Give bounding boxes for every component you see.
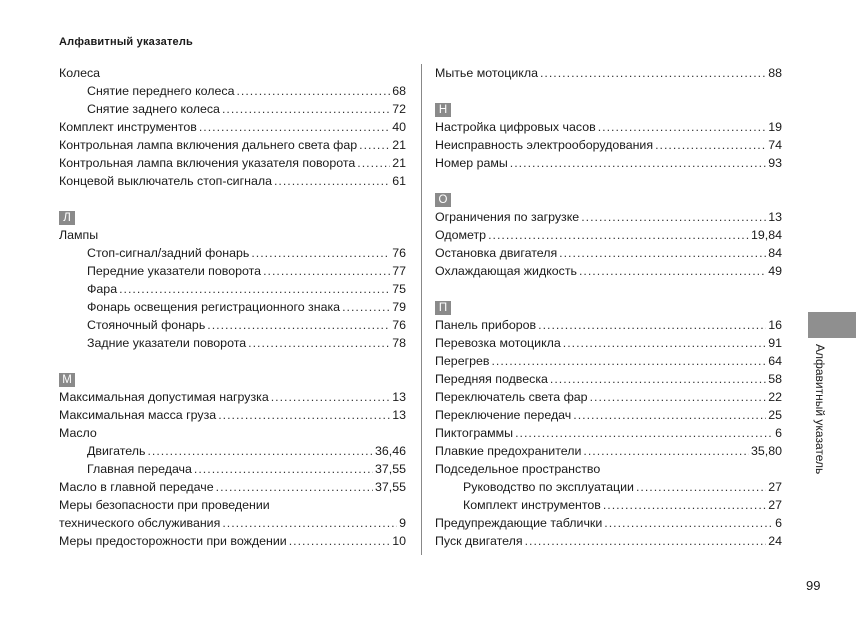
letter-heading [435,190,782,208]
entry-term: Одометр [435,228,487,242]
entry-term: Задние указатели поворота [87,336,247,350]
entry-term: Двигатель [87,444,146,458]
index-entry [435,136,782,154]
entry-page-ref: 21 [392,156,406,170]
entry-term: Перевозка мотоцикла [435,336,561,350]
entry-term: Переключатель света фар [435,390,588,404]
dot-leader [119,280,390,298]
dot-leader [274,172,390,190]
entry-page-ref: 6 [775,426,782,440]
dot-leader [579,262,766,280]
index-subentry [59,298,406,316]
index-subentry [435,478,782,496]
entry-term: Меры безопасности при проведении [59,498,270,512]
index-entry [435,406,782,424]
dot-leader [263,262,390,280]
entry-term: Перегрев [435,354,490,368]
letter-heading-box: О [435,193,451,207]
dot-leader [147,442,373,460]
entry-page-ref: 84 [768,246,782,260]
letter-heading-box: М [59,373,75,387]
dot-leader [598,118,766,136]
index-subentry [59,334,406,352]
letter-heading-box: Л [59,211,75,225]
index-entry [435,262,782,280]
dot-leader [359,136,390,154]
entry-page-ref: 10 [392,534,406,548]
index-entry [59,172,406,190]
entry-page-ref: 6 [775,516,782,530]
index-entry [435,352,782,370]
dot-leader [603,496,766,514]
dot-leader [222,100,390,118]
dot-leader [538,316,766,334]
index-entry [435,316,782,334]
entry-term: Пиктограммы [435,426,514,440]
dot-leader [216,478,373,496]
dot-leader [207,316,390,334]
entry-term: Фара [87,282,118,296]
dot-leader [550,370,766,388]
index-entry [435,514,782,532]
entry-page-ref: 13 [768,210,782,224]
entry-page-ref: 9 [399,516,406,530]
section-spacer [435,280,782,298]
letter-heading [435,298,782,316]
entry-term: Предупреждающие таблички [435,516,603,530]
letter-heading [435,100,782,118]
index-entry [59,478,406,496]
entry-term: Концевой выключатель стоп-сигнала [59,174,272,188]
entry-term: Снятие переднего колеса [87,84,235,98]
entry-page-ref: 72 [392,102,406,116]
section-tab-marker [808,312,856,338]
dot-leader [581,208,766,226]
entry-term: Настройка цифровых часов [435,120,596,134]
index-entry [435,208,782,226]
index-entry [59,136,406,154]
index-entry [435,334,782,352]
index-subentry [59,460,406,478]
index-subentry [59,82,406,100]
letter-heading [59,208,406,226]
section-spacer [59,190,406,208]
section-spacer [435,172,782,190]
entry-term: Мытье мотоцикла [435,66,538,80]
index-subentry [435,496,782,514]
dot-leader [248,334,390,352]
index-entry [435,442,782,460]
dot-leader [289,532,390,550]
entry-term: Передние указатели поворота [87,264,262,278]
entry-page-ref: 36,46 [374,444,406,458]
index-subentry [59,442,406,460]
page-number: 99 [806,578,821,593]
index-entry [435,424,782,442]
index-column-right [435,64,782,550]
entry-page-ref: 49 [768,264,782,278]
index-subentry [59,316,406,334]
entry-page-ref: 37,55 [374,462,406,476]
index-subentry [59,262,406,280]
entry-term: Стояночный фонарь [87,318,206,332]
dot-leader [563,334,766,352]
entry-term: Переключение передач [435,408,572,422]
entry-page-ref: 61 [392,174,406,188]
dot-leader [573,406,766,424]
entry-term: Номер рамы [435,156,508,170]
entry-term: Неисправность электрооборудования [435,138,654,152]
index-entry [435,460,782,478]
index-subentry [59,244,406,262]
dot-leader [540,64,766,82]
entry-page-ref: 76 [392,318,406,332]
entry-term: Масло в главной передаче [59,480,214,494]
entry-page-ref: 88 [768,66,782,80]
dot-leader [194,460,373,478]
entry-term: Фонарь освещения регистрационного знака [87,300,341,314]
index-subentry [59,280,406,298]
entry-term: Остановка двигателя [435,246,558,260]
index-entry [59,64,406,82]
entry-term: Колеса [59,66,101,80]
entry-page-ref: 27 [768,480,782,494]
entry-term: Масло [59,426,97,440]
section-spacer [59,352,406,370]
dot-leader [515,424,773,442]
entry-term: Меры предосторожности при вождении [59,534,287,548]
index-entry [59,514,406,532]
entry-page-ref: 24 [768,534,782,548]
dot-leader [222,514,397,532]
index-entry [59,226,406,244]
dot-leader [218,406,390,424]
entry-term: Плавкие предохранители [435,444,582,458]
entry-page-ref: 75 [392,282,406,296]
entry-term: Лампы [59,228,99,242]
dot-leader [583,442,749,460]
letter-heading [59,370,406,388]
index-entry [59,406,406,424]
entry-page-ref: 78 [392,336,406,350]
entry-term: Руководство по эксплуатации [463,480,634,494]
letter-heading-box: Н [435,103,451,117]
index-entry [59,532,406,550]
index-entry [435,64,782,82]
index-entry [435,226,782,244]
entry-page-ref: 13 [392,390,406,404]
dot-leader [271,388,390,406]
entry-term: Снятие заднего колеса [87,102,220,116]
index-column-left [59,64,406,550]
index-entry [435,532,782,550]
dot-leader [636,478,766,496]
dot-leader [357,154,390,172]
index-entry [59,496,406,514]
entry-term: Главная передача [87,462,192,476]
dot-leader [199,118,390,136]
dot-leader [604,514,773,532]
entry-page-ref: 13 [392,408,406,422]
entry-page-ref: 21 [392,138,406,152]
entry-page-ref: 19,84 [750,228,782,242]
entry-page-ref: 25 [768,408,782,422]
entry-term: Передняя подвеска [435,372,548,386]
dot-leader [236,82,390,100]
index-entry [435,244,782,262]
entry-page-ref: 64 [768,354,782,368]
column-divider [421,64,422,555]
entry-page-ref: 19 [768,120,782,134]
side-section-title: Алфавитный указатель [813,344,827,475]
entry-page-ref: 77 [392,264,406,278]
entry-page-ref: 37,55 [374,480,406,494]
index-entry [435,154,782,172]
index-entry [59,388,406,406]
entry-page-ref: 35,80 [750,444,782,458]
index-subentry [59,100,406,118]
entry-term: Панель приборов [435,318,537,332]
index-entry [59,154,406,172]
entry-page-ref: 79 [392,300,406,314]
entry-page-ref: 93 [768,156,782,170]
entry-term: технического обслуживания [59,516,221,530]
entry-term: Максимальная масса груза [59,408,217,422]
entry-term: Комплект инструментов [59,120,197,134]
dot-leader [590,388,767,406]
entry-page-ref: 16 [768,318,782,332]
dot-leader [525,532,767,550]
entry-page-ref: 58 [768,372,782,386]
letter-heading-box: П [435,301,451,315]
entry-term: Максимальная допустимая нагрузка [59,390,269,404]
entry-term: Пуск двигателя [435,534,523,548]
index-entry [59,118,406,136]
entry-term: Контрольная лампа включения дальнего света фар [59,138,358,152]
index-entry [435,118,782,136]
index-entry [59,424,406,442]
dot-leader [488,226,749,244]
entry-term: Комплект инструментов [463,498,601,512]
dot-leader [655,136,766,154]
entry-page-ref: 27 [768,498,782,512]
entry-term: Стоп-сигнал/задний фонарь [87,246,250,260]
entry-page-ref: 22 [768,390,782,404]
index-entry [435,388,782,406]
page-header-title: Алфавитный указатель [59,36,194,48]
entry-term: Охлаждающая жидкость [435,264,577,278]
entry-page-ref: 68 [392,84,406,98]
entry-term: Контрольная лампа включения указателя поворота [59,156,356,170]
entry-term: Подседельное пространство [435,462,601,476]
entry-page-ref: 40 [392,120,406,134]
dot-leader [559,244,766,262]
dot-leader [251,244,390,262]
entry-page-ref: 76 [392,246,406,260]
entry-page-ref: 91 [768,336,782,350]
dot-leader [510,154,766,172]
entry-term: Ограничения по загрузке [435,210,580,224]
entry-page-ref: 74 [768,138,782,152]
dot-leader [491,352,766,370]
dot-leader [342,298,390,316]
section-spacer [435,82,782,100]
index-entry [435,370,782,388]
